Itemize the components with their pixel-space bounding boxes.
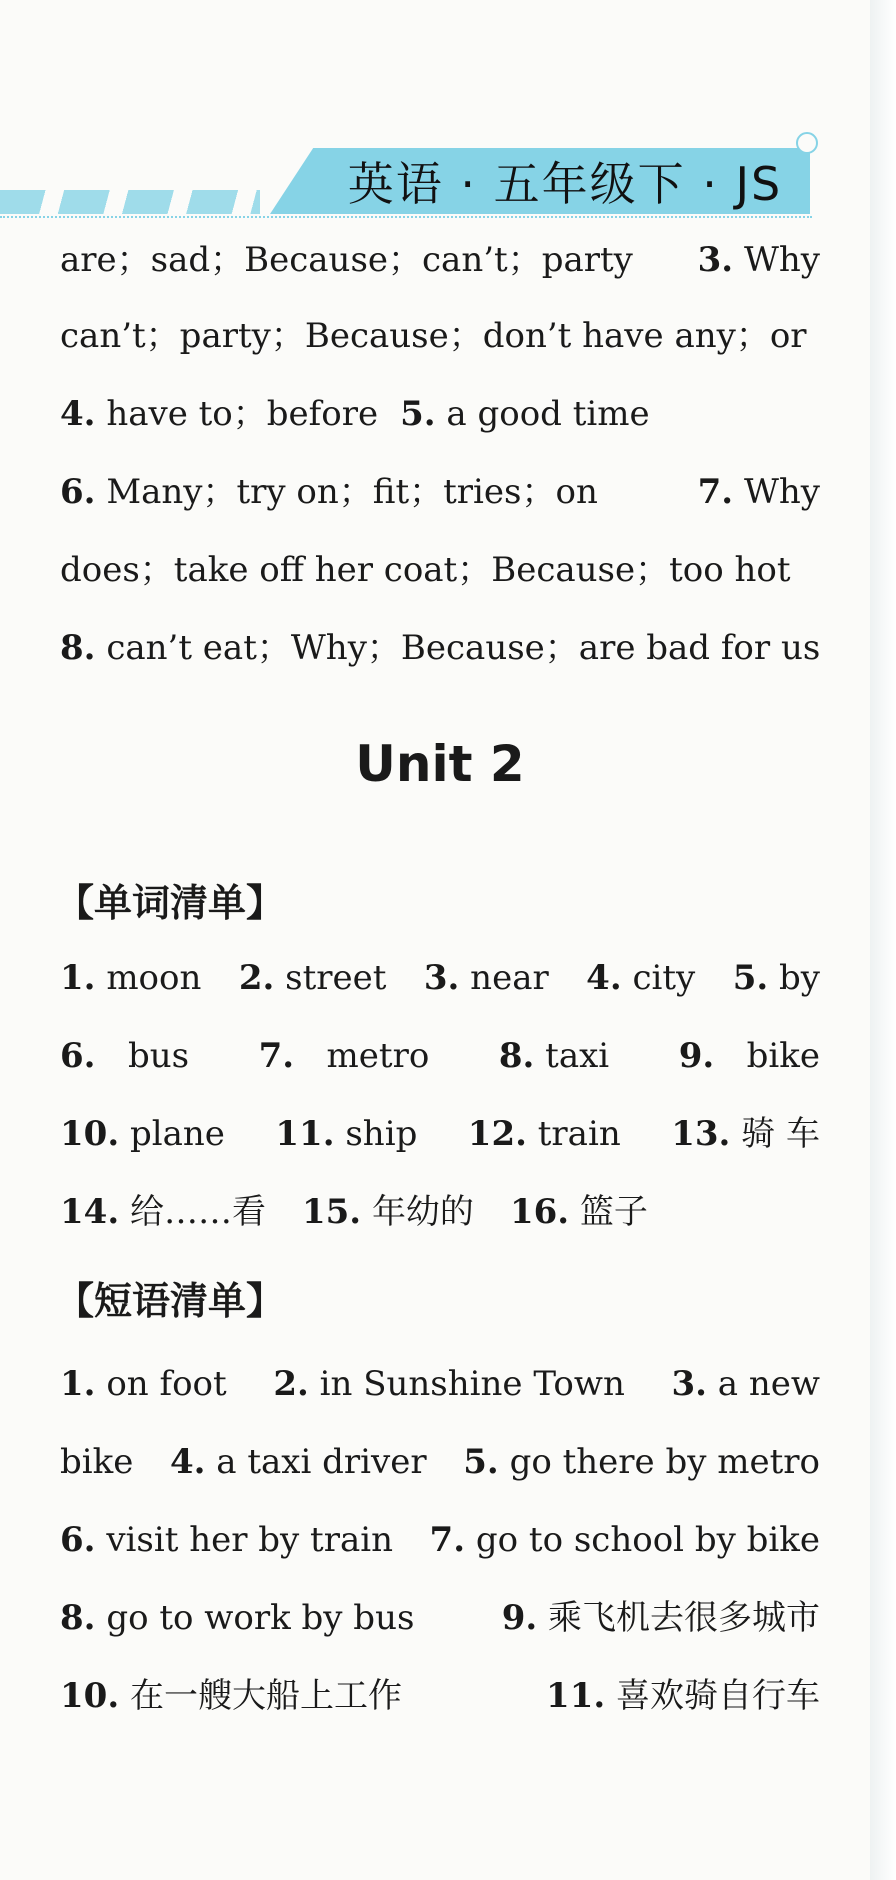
item-number: 12. [467,1114,527,1154]
item-number: 2. [238,958,275,998]
item-text: moon [106,958,202,998]
item-number: 11. [275,1114,335,1154]
item-text: 给……看 [129,1192,266,1232]
answer-line-3 [60,392,820,436]
answer-number: 7. [697,472,734,512]
item-text: a taxi driver [216,1442,427,1482]
phrase-row-1 [60,1362,820,1406]
answer-line-1 [60,238,820,282]
item-text: metro [326,1036,430,1076]
phrase-row-4 [60,1596,820,1640]
item-number: 6. [60,1520,96,1560]
answer-line-4 [60,470,820,514]
item-number: 16. [509,1192,570,1232]
answer-number: 8. [60,628,96,668]
item-text: in Sunshine Town [319,1364,625,1404]
item-number: 3. [423,958,460,998]
item-number: 4. [169,1442,206,1482]
phrase-row-3 [60,1518,820,1562]
word-row-3 [60,1112,820,1156]
word-row-2 [60,1034,820,1078]
item-number: 14. [60,1192,120,1232]
answer-text: Many；try on；fit；tries；on [106,472,598,512]
answer-text: can’t；party；Because；don’t have any；or [60,316,807,356]
answer-text: have to；before [106,394,379,434]
item-number: 7. [258,1036,295,1076]
phrase-row-5 [60,1674,820,1718]
item-number: 5. [732,958,769,998]
item-number: 5. [463,1442,499,1482]
item-number: 4. [586,958,622,998]
answer-text: Why [743,240,820,280]
answer-text: can’t eat；Why；Because；are bad for us [106,628,821,668]
answer-text: Why [743,472,820,512]
answer-text: are；sad；Because；can’t；party [60,240,633,280]
word-list-heading: 【单词清单】 [56,881,285,925]
item-number: 10. [60,1676,120,1716]
header-stripes [0,190,260,214]
item-text: ship [345,1114,418,1154]
item-text: bike [746,1036,820,1076]
item-text: 乘飞机去很多城市 [548,1598,820,1638]
answer-text: does；take off her coat；Because；too hot [60,550,791,590]
word-row-1 [60,956,820,1000]
item-text: bus [127,1036,190,1076]
answer-text: a good time [446,394,650,434]
header-title: 英语 · 五年级下 · JS [347,157,783,211]
item-text: city [632,958,696,998]
page-edge [870,0,896,1880]
item-text: by [779,958,820,998]
item-text: 骑 车 [741,1114,820,1154]
header-divider [0,216,812,218]
item-number: 11. [546,1676,606,1716]
item-text: 在一艘大船上工作 [129,1676,402,1716]
item-text: bike [60,1442,134,1482]
item-text: on foot [106,1364,227,1404]
item-number: 9. [501,1598,538,1638]
answer-number: 3. [697,240,734,280]
answer-number: 5. [400,394,436,434]
item-text: street [285,958,387,998]
item-text: train [537,1114,621,1154]
item-text: a new [717,1364,820,1404]
item-text: taxi [545,1036,610,1076]
item-number: 1. [60,958,96,998]
item-number: 9. [678,1036,715,1076]
item-text: 喜欢骑自行车 [616,1676,820,1716]
phrase-list-heading: 【短语清单】 [56,1279,285,1323]
item-text: 年幼的 [371,1192,474,1232]
item-text: visit her by train [106,1520,394,1560]
item-text: go to work by bus [106,1598,415,1638]
item-text: 篮子 [579,1192,648,1232]
phrase-row-2 [60,1440,820,1484]
item-number: 8. [60,1598,96,1638]
item-text: go there by metro [509,1442,820,1482]
item-text: near [470,958,549,998]
answer-number: 4. [60,394,96,434]
answer-number: 6. [60,472,96,512]
answer-line-2 [60,314,820,358]
item-number: 3. [671,1364,707,1404]
answer-line-5 [60,548,820,592]
word-row-4 [60,1190,820,1234]
item-number: 15. [301,1192,362,1232]
item-number: 7. [429,1520,466,1560]
item-text: plane [129,1114,225,1154]
item-number: 10. [60,1114,120,1154]
item-number: 8. [498,1036,535,1076]
item-number: 13. [671,1114,731,1154]
answer-line-6 [60,626,820,670]
item-number: 6. [60,1036,96,1076]
item-number: 2. [273,1364,309,1404]
item-text: go to school by bike [475,1520,820,1560]
item-number: 1. [60,1364,96,1404]
unit-title: Unit 2 [355,735,525,793]
